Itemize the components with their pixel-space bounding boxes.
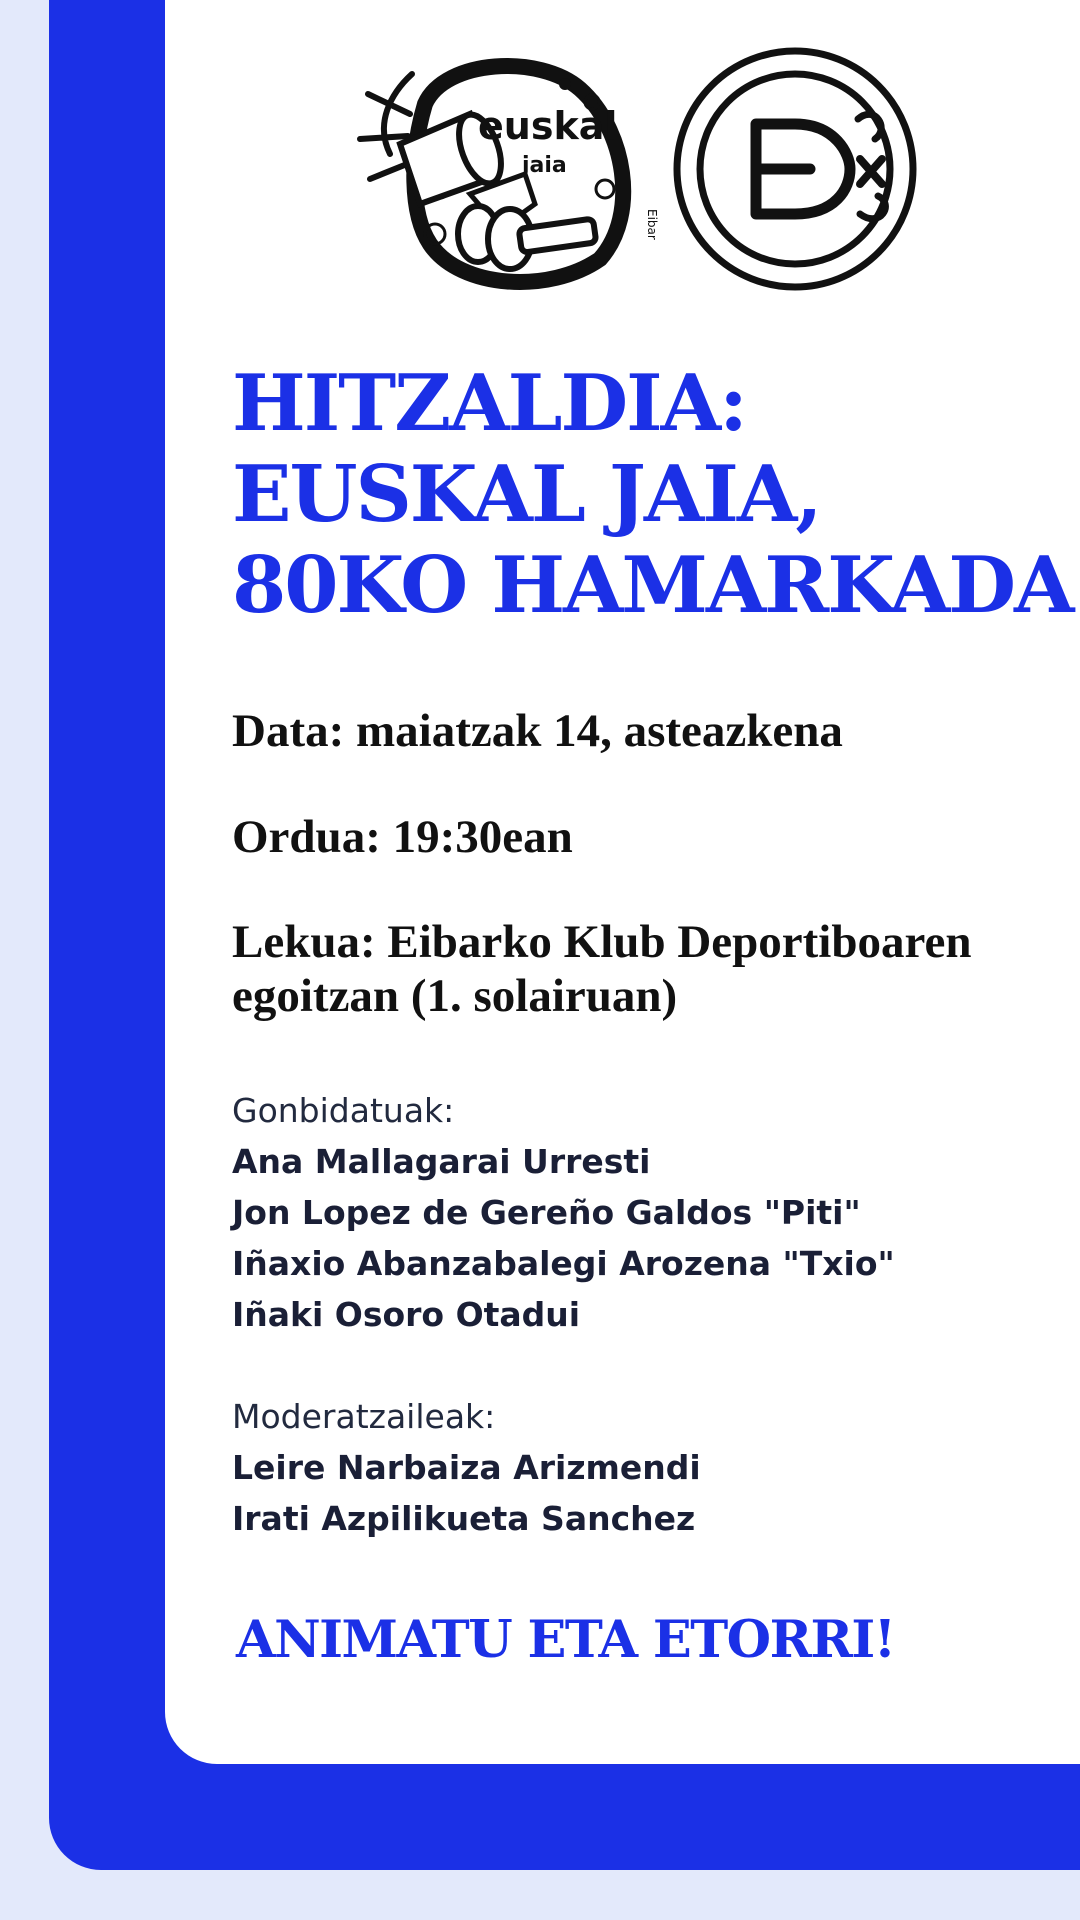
- guest-name: Ana Mallagarai Urresti: [232, 1142, 651, 1181]
- event-place-line: Lekua: Eibarko Klub Deportiboaren: [232, 916, 972, 968]
- call-to-action: ANIMATU ETA ETORRI!: [236, 1610, 895, 1670]
- event-time: Ordua: 19:30ean: [232, 811, 573, 863]
- moderator-name: Leire Narbaiza Arizmendi: [232, 1448, 701, 1487]
- euskal-jaia-logo-side: Eibar: [645, 209, 659, 240]
- title-line: HITZALDIA:: [232, 358, 746, 449]
- moderator-name: Irati Azpilikueta Sanchez: [232, 1499, 696, 1538]
- page-title: [232, 358, 1072, 631]
- moderators-label: Moderatzaileak:: [232, 1397, 496, 1436]
- guest-name: Jon Lopez de Gereño Galdos "Piti": [232, 1193, 861, 1232]
- logos-row: [350, 44, 920, 294]
- moderators-list: [232, 1442, 701, 1544]
- guest-name: Iñaki Osoro Otadui: [232, 1295, 581, 1334]
- event-date: Data: maiatzak 14, asteazkena: [232, 705, 843, 757]
- event-place: [232, 915, 1052, 1023]
- guests-list: [232, 1136, 895, 1340]
- euskal-jaia-logo: [350, 44, 660, 294]
- euskal-jaia-logo-sub: jaia: [522, 153, 567, 178]
- event-place-line: egoitzan (1. solairuan): [232, 970, 678, 1022]
- guest-name: Iñaxio Abanzabalegi Arozena "Txio": [232, 1244, 895, 1283]
- euskal-jaia-logo-word: euskal: [478, 104, 618, 148]
- title-line: EUSKAL JAIA,: [232, 449, 821, 540]
- guests-label: Gonbidatuak:: [232, 1091, 455, 1130]
- title-line: 80KO HAMARKADA: [232, 540, 1073, 631]
- club-deportivo-eibar-logo: [670, 44, 920, 294]
